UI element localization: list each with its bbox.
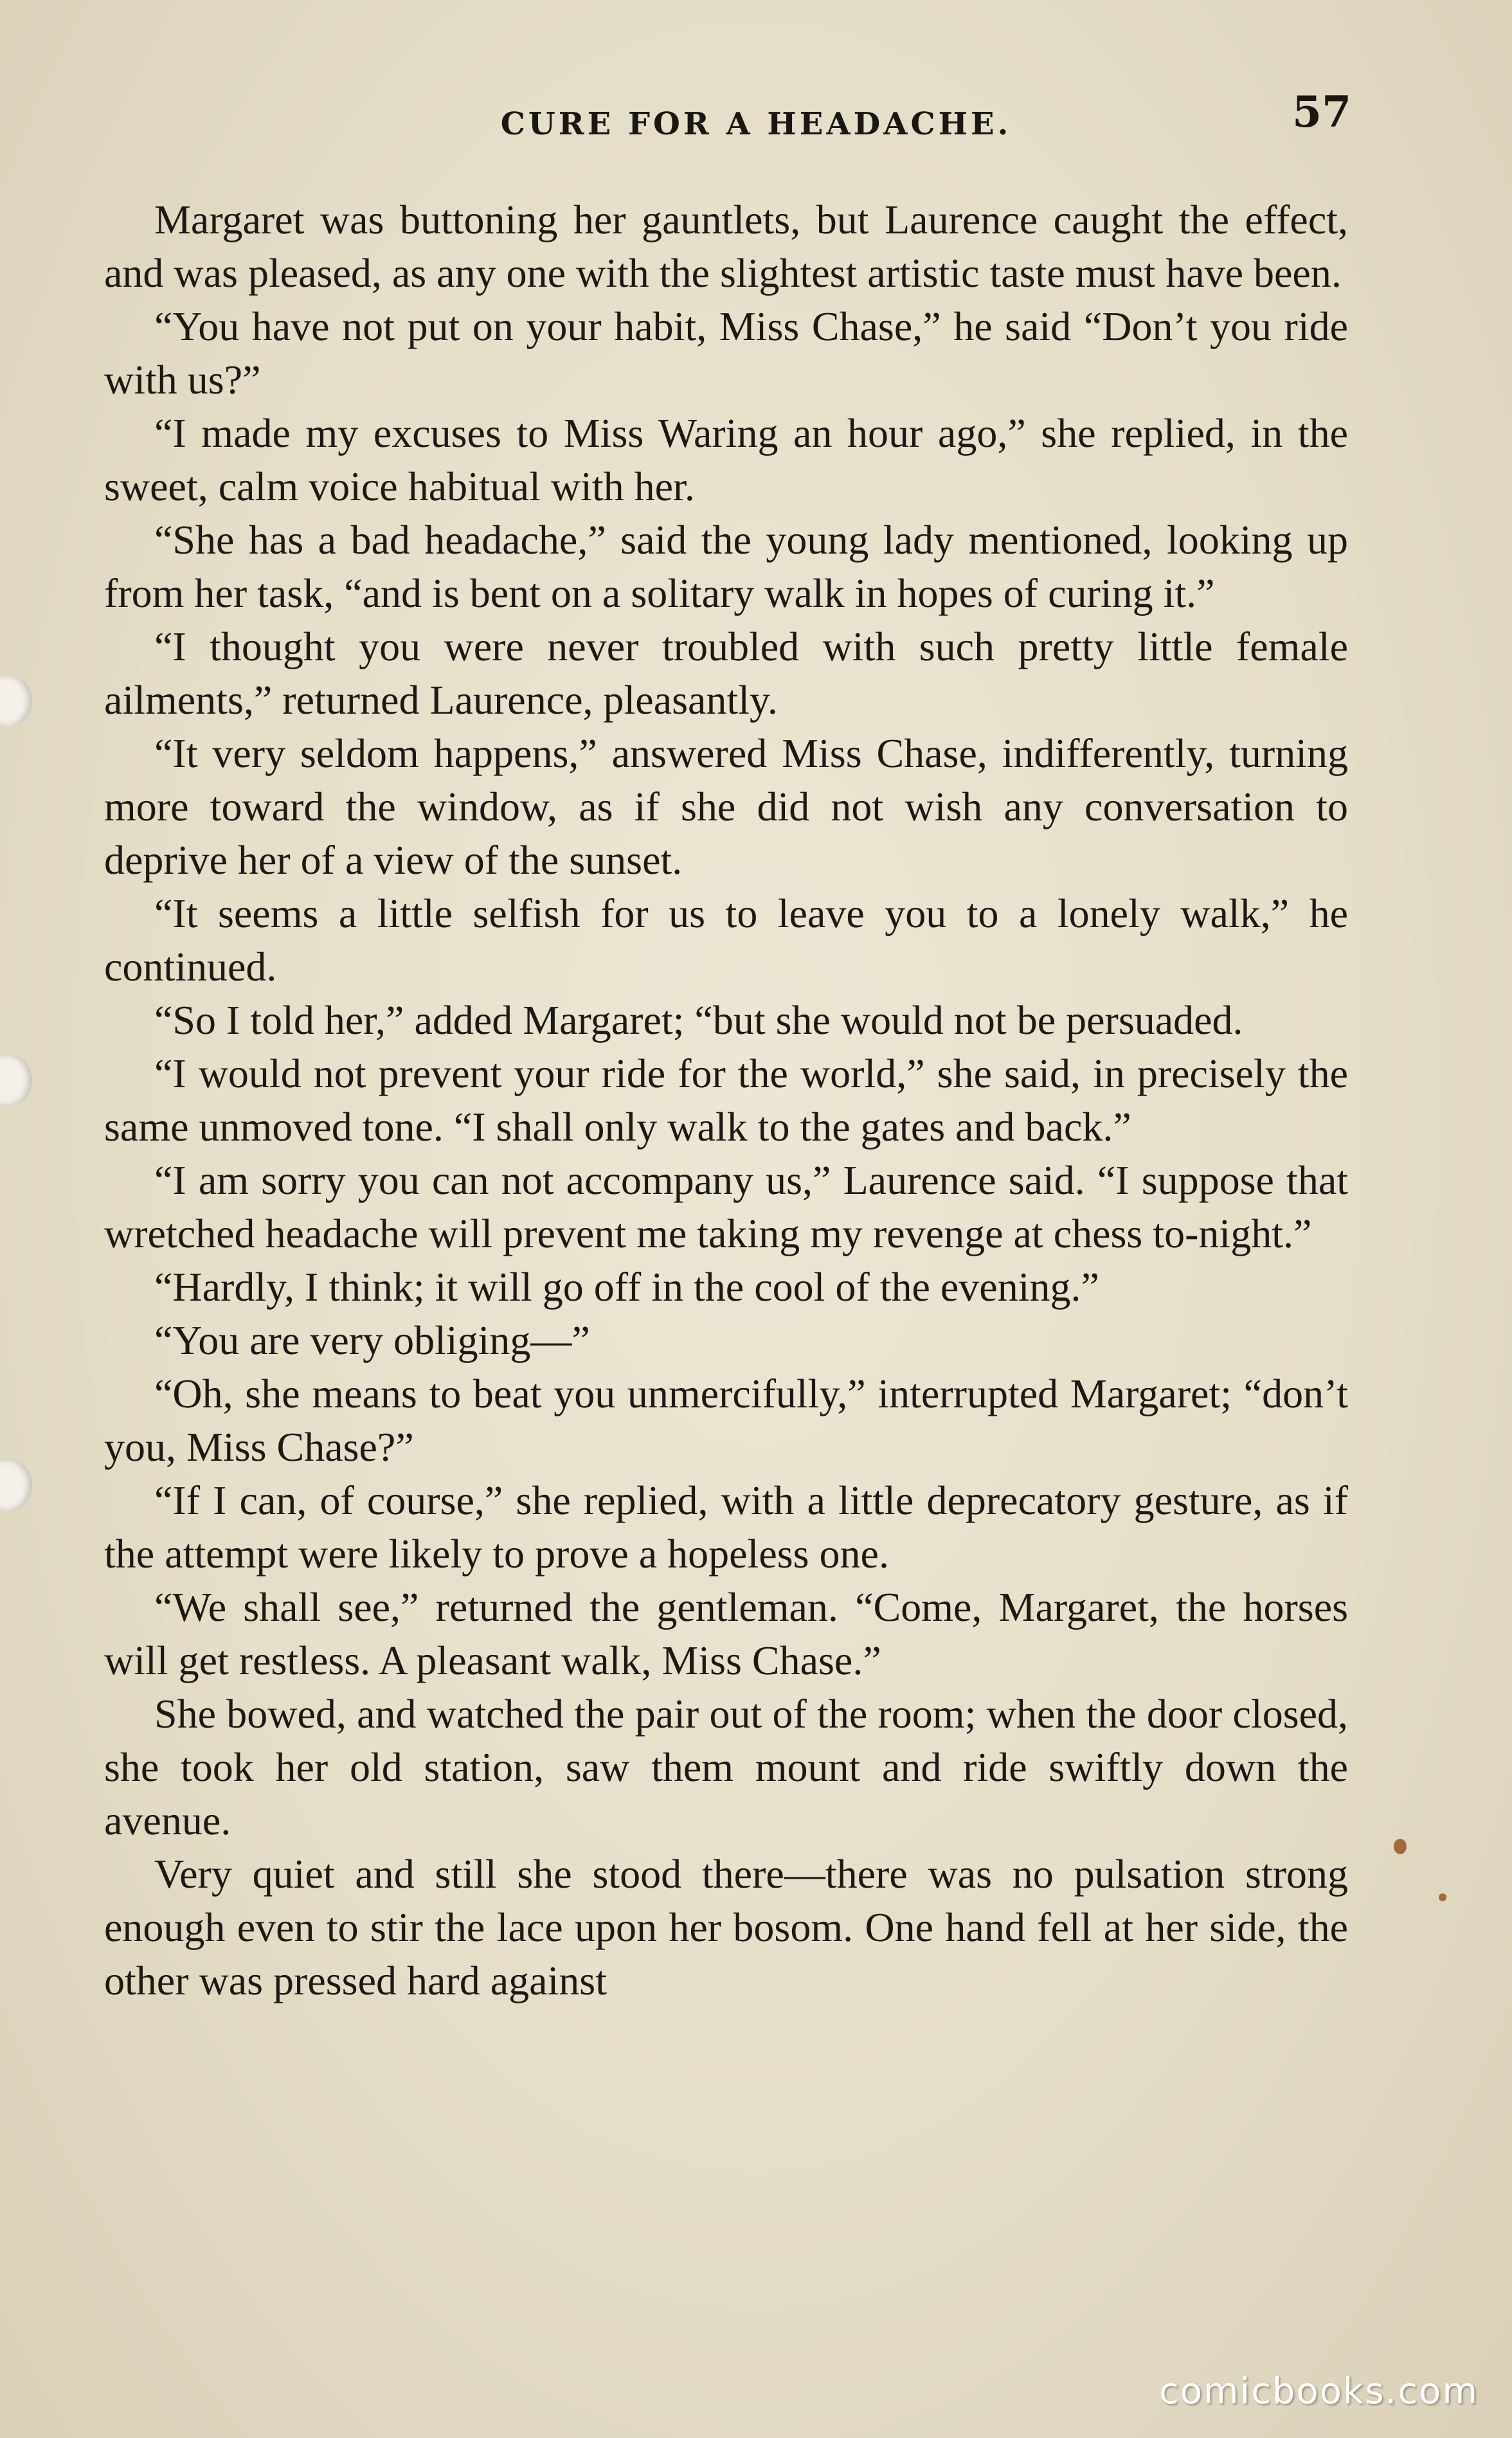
paragraph: “It seems a little selfish for us to leave you to a lonely walk,” he continued. [104,890,1348,989]
running-head: CURE FOR A HEADACHE. [500,106,1012,142]
paragraph: “I would not prevent your ride for the world,” she said, in precisely the same unmoved tone. “I shall only walk to the gates and back.” [104,1051,1348,1150]
paragraph: “You are very obliging—” [154,1317,590,1363]
page-number: 57 [1292,87,1351,137]
page-header [0,87,1512,145]
paragraph: “You have not put on your habit, Miss Chase,” he said “Don’t you ride with us?” [104,303,1348,402]
paragraph: “She has a bad headache,” said the young lady mentioned, looking up from her task, “and is bent on a solitary walk in hopes of curing it.” [104,517,1348,616]
binding-hole [0,1459,32,1511]
paragraph: “I made my excuses to Miss Waring an hour ago,” she replied, in the sweet, calm voice habitual with her. [104,410,1348,509]
paragraph: Margaret was buttoning her gauntlets, but Laurence caught the effect, and was pleased, as any one with the slightest artistic taste must have been. [104,197,1348,296]
watermark: comicbooks.com [1158,2370,1479,2412]
paragraph: “Oh, she means to beat you unmercifully,” interrupted Margaret; “don’t you, Miss Chase?” [104,1371,1348,1470]
paragraph: “We shall see,” returned the gentleman. “Come, Margaret, the horses will get restless. A pleasant walk, Miss Chase.” [104,1584,1348,1683]
paper-speck [1439,1893,1446,1901]
paragraph: “So I told her,” added Margaret; “but she would not be persuaded. [154,997,1243,1043]
paragraph: She bowed, and watched the pair out of the room; when the door closed, she took her old station, saw them mount and ride swiftly down the avenue. [104,1691,1348,1843]
body-text [104,193,1348,2007]
paragraph: “I am sorry you can not accompany us,” Laurence said. “I suppose that wretched headache will prevent me taking my revenge at chess to-night.” [104,1157,1348,1256]
paragraph: “It very seldom happens,” answered Miss Chase, indifferently, turning more toward the window, as if she did not wish any conversation to deprive her of a view of the sunset. [104,730,1348,883]
paragraph: Very quiet and still she stood there—there was no pulsation strong enough even to stir the lace upon her bosom. One hand fell at her side, the other was pressed hard against [104,1851,1348,2003]
paragraph: “I thought you were never troubled with such pretty little female ailments,” returned Laurence, pleasantly. [104,624,1348,723]
paragraph: “Hardly, I think; it will go off in the cool of the evening.” [154,1264,1099,1310]
binding-hole [0,1054,32,1106]
paper-speck [1394,1839,1407,1854]
binding-hole [0,675,32,727]
paragraph: “If I can, of course,” she replied, with a little deprecatory gesture, as if the attempt were likely to prove a hopeless one. [104,1477,1348,1576]
